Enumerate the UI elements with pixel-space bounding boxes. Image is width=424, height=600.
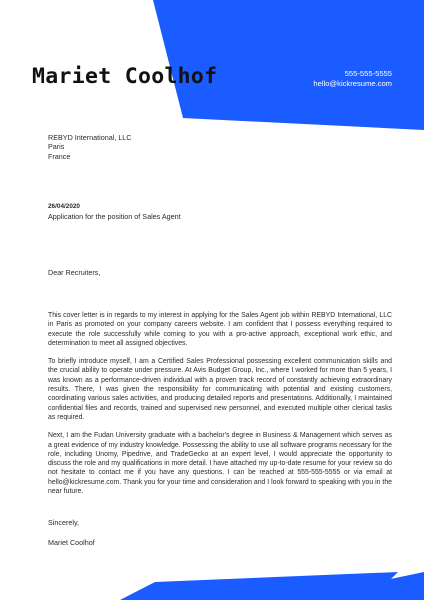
footer-accent-shape xyxy=(0,560,424,600)
letter-body xyxy=(48,311,392,505)
email-address: hello@kickresume.com xyxy=(313,79,392,89)
signature-name: Mariet Coolhof xyxy=(48,538,95,547)
recipient-address xyxy=(48,133,132,161)
salutation: Dear Recruiters, xyxy=(48,268,101,277)
applicant-name: Mariet Coolhof xyxy=(32,64,218,89)
recipient-country: France xyxy=(48,151,71,161)
contact-block xyxy=(313,69,392,90)
body-paragraph: To briefly introduce myself, I am a Certified Sales Professional possessing excellent communication skills and the crucial ability to operate under pressure. At Avis Budget Group, Inc., where I worked for more than 5 years, I was known as a performance-driven individual with a proven track record of constantly achieving extraordinary results. There, I was given the responsibility for communicating with potential and existing customers, coordinating various sales activities, and producing detailed reports and presentations. Additionally, I maintained confidential files and records, trained and supervised new personnel, and executed multiple other clerical tasks as required. xyxy=(48,358,392,421)
phone-number: 555-555-5555 xyxy=(344,69,392,78)
letter-subject: Application for the position of Sales Agent xyxy=(48,212,181,221)
letter-date: 26/04/2020 xyxy=(48,203,80,210)
body-paragraph: Next, I am the Fudan University graduate with a bachelor's degree in Business & Management which serves as a great evidence of my industry knowledge. Possessing the ability to use all software programs necessary for the role, including Unomy, Pipedrive, and TradeGecko at an expert level, I would appreciate the opportunity to discuss the role and my qualifications in more detail. I have attached my up-to-date resume for your review so do not hesitate to contact me if you have any questions. I can be reached at 555-555-5555 or via email at hello@kickresume.com. Thank you for your time and consideration and I look forward to speaking with you in the near future. xyxy=(48,432,392,496)
recipient-company: REBYD International, LLC xyxy=(48,133,132,142)
body-paragraph: This cover letter is in regards to my interest in applying for the Sales Agent job within REBYD International, LLC in Paris as promoted on your company careers website. I am confident that I possess everything required to execute the role successfully while coming to you with a pro-active approach, exceptional work ethic, and determination to meet all assigned objectives. xyxy=(48,312,392,347)
closing: Sincerely, xyxy=(48,518,80,527)
recipient-city: Paris xyxy=(48,142,65,152)
